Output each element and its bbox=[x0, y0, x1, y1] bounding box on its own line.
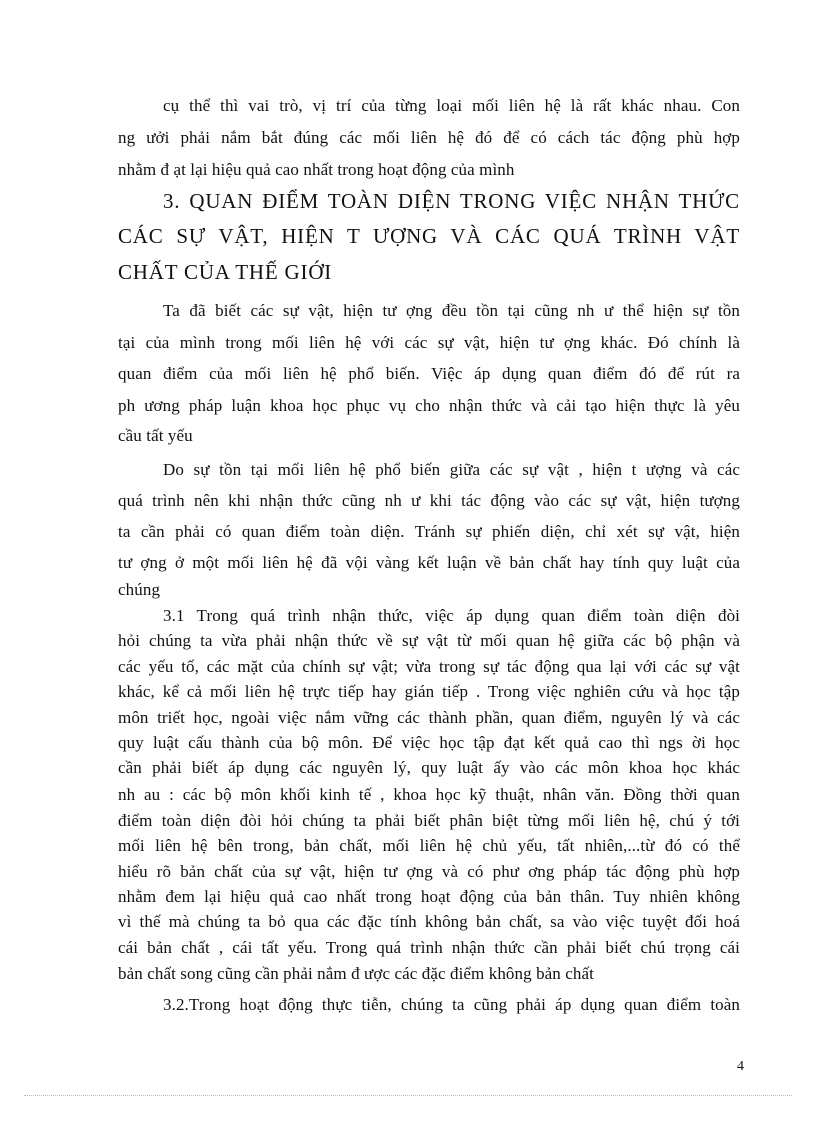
text-line: điểm toàn diện đòi hỏi chúng ta phải biết phân biệt từng mối liên hệ, chú ý tới bbox=[118, 811, 740, 830]
text-line: chúng bbox=[118, 580, 161, 599]
text-line: ph ương pháp luận khoa học phục vụ cho nhận thức và cải tạo hiện thực là yêu bbox=[118, 396, 740, 415]
text-line: quá trình nên khi nhận thức cũng nh ư khi tác động vào các sự vật, hiện tượng bbox=[118, 491, 740, 510]
text-line: hỏi chúng ta vừa phải nhận thức về sự vật từ mối quan hệ giữa các bộ phận và bbox=[118, 631, 740, 650]
section-heading: CHẤT CỦA THẾ GIỚI bbox=[118, 260, 333, 284]
text-line: các yếu tố, các mặt của chính sự vật; vừa trong sự tác động qua lại với các sự vật bbox=[118, 657, 740, 676]
text-line: cụ thể thì vai trò, vị trí của từng loại mối liên hệ là rất khác nhau. Con bbox=[163, 96, 740, 115]
text-line: nhằm đ ạt lại hiệu quả cao nhất trong hoạt động của mình bbox=[118, 160, 515, 179]
page-bottom-divider bbox=[24, 1095, 792, 1096]
section-heading: CÁC SỰ VẬT, HIỆN T ƯỢNG VÀ CÁC QUÁ TRÌNH VẬT bbox=[118, 224, 740, 248]
text-line: khác, kể cả mối liên hệ trực tiếp hay gián tiếp . Trong việc nghiên cứu và học tập bbox=[118, 682, 740, 701]
text-line: tại của mình trong mối liên hệ với các sự vật, hiện tư ợng khác. Đó chính là bbox=[118, 333, 740, 352]
page-number: 4 bbox=[737, 1059, 744, 1074]
subsection-line: 3.2.Trong hoạt động thực tiễn, chúng ta cũng phải áp dụng quan điểm toàn bbox=[163, 995, 740, 1014]
text-line: cần phải biết áp dụng các nguyên lý, quy luật ấy vào các môn khoa học khác bbox=[118, 758, 740, 777]
text-line: cầu tất yếu bbox=[118, 426, 193, 445]
text-line: nhằm đem lại hiệu quả cao nhất trong hoạt động của bản thân. Tuy nhiên không bbox=[118, 887, 740, 906]
text-line: tư ợng ở một mối liên hệ đã vội vàng kết luận về bản chất hay tính quy luật của bbox=[118, 553, 740, 572]
text-line: quan điểm của mối liên hệ phổ biến. Việc áp dụng quan điểm đó để rút ra bbox=[118, 364, 740, 383]
text-line: ng ưởi phải nắm bắt đúng các mối liên hệ đó để có cách tác động phù hợp bbox=[118, 128, 740, 147]
text-line: Do sự tồn tại mối liên hệ phổ biến giữa các sự vật , hiện t ượng và các bbox=[163, 460, 740, 479]
text-line: hiểu rõ bản chất của sự vật, hiện tư ợng và có phư ơng pháp tác động phù hợp bbox=[118, 862, 740, 881]
text-line: ta cần phải có quan điểm toàn diện. Tránh sự phiến diện, chỉ xét sự vật, hiện bbox=[118, 522, 740, 541]
text-line: cái bản chất , cái tất yếu. Trong quá trình nhận thức cần phải biết chú trọng cái bbox=[118, 938, 740, 957]
text-line: môn triết học, ngoài việc nắm vững các thành phần, quan điểm, nguyên lý và các bbox=[118, 708, 740, 727]
text-line: nh au : các bộ môn khối kinh tế , khoa học kỹ thuật, nhân văn. Đồng thời quan bbox=[118, 785, 740, 804]
text-line: Ta đã biết các sự vật, hiện tư ợng đều tồn tại cũng nh ư thể hiện sự tồn bbox=[163, 301, 740, 320]
text-line: mối liên hệ bên trong, bản chất, mối liên hệ chủ yếu, tất nhiên,...từ đó có thể bbox=[118, 836, 740, 855]
text-line: quy luật cấu thành của bộ môn. Để việc học tập đạt kết quả cao thì ngs ời học bbox=[118, 733, 740, 752]
text-line: bản chất song cũng cần phải nắm đ ược các đặc điểm không bản chất bbox=[118, 964, 594, 983]
section-heading: 3. QUAN ĐIỂM TOÀN DIỆN TRONG VIỆC NHẬN THỨC bbox=[163, 189, 740, 213]
text-line: vì thế mà chúng ta bỏ qua các đặc tính không bản chất, sa vào việc tuyệt đối hoá bbox=[118, 912, 740, 931]
subsection-line: 3.1 Trong quá trình nhận thức, việc áp dụng quan điểm toàn diện đòi bbox=[163, 606, 740, 625]
